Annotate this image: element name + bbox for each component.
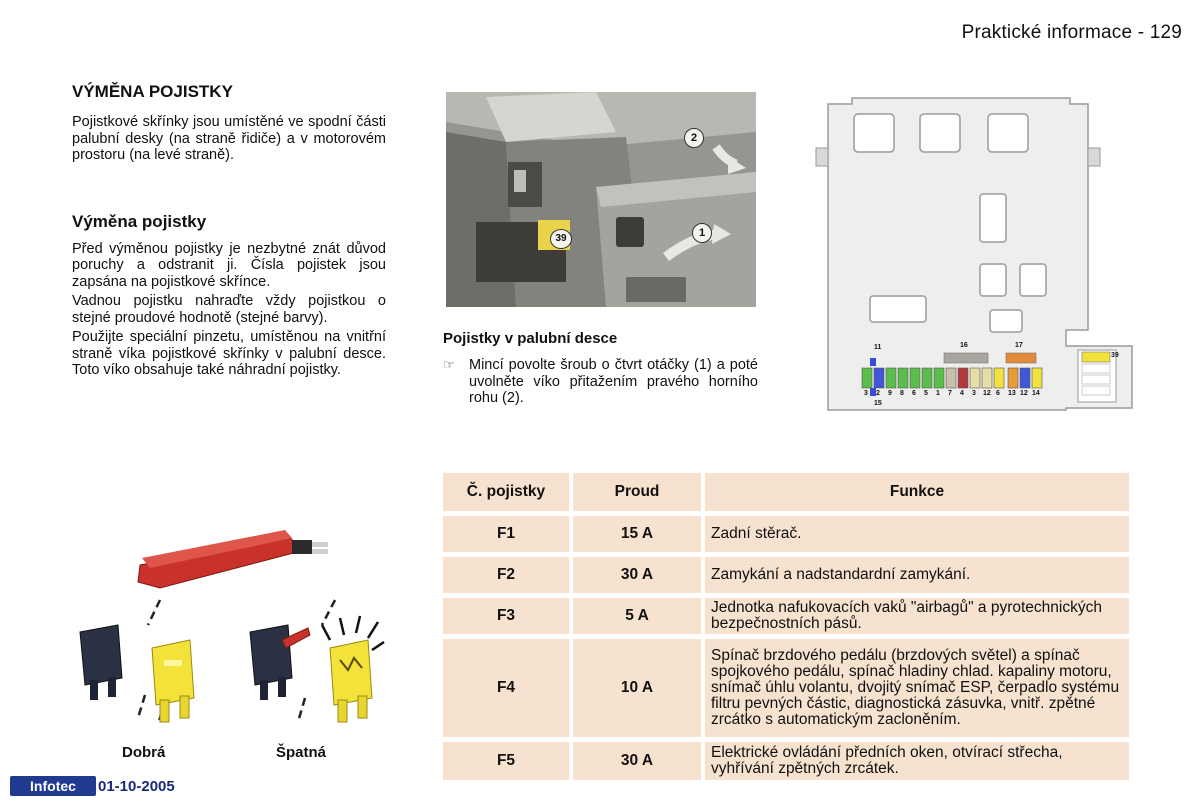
fuse-id: F4 [443, 639, 569, 737]
fuse-number: 4 [960, 390, 964, 397]
fuse-id: F3 [443, 598, 569, 634]
fuse-number: 6 [996, 390, 1000, 397]
callout-39: 39 [550, 229, 572, 249]
paragraph-1: Před výměnou pojistky je nezbytné znát důvod poruchy a odstranit ji. Čísla pojistek jsou zapsána na pojistkové skřínce. [72, 240, 386, 290]
fuse-number: 13 [1008, 390, 1016, 397]
fuse-number: 1 [936, 390, 940, 397]
fuse-number: 7 [948, 390, 952, 397]
table-row [443, 516, 1129, 552]
fuse-number: 6 [912, 390, 916, 397]
subsection-title: Výměna pojistky [72, 211, 207, 231]
instruction-text: Mincí povolte šroub o čtvrt otáčky (1) a poté uvolněte víko přitažením pravého horního rohu (2). [469, 357, 758, 406]
section-title: VÝMĚNA POJISTKY [72, 82, 233, 101]
fuse-current: 30 A [569, 557, 701, 593]
fuse-label-39: 39 [1111, 352, 1119, 359]
fuse-number: 8 [900, 390, 904, 397]
fuse-current: 30 A [569, 742, 701, 780]
paragraph-3: Použijte speciální pinzetu, umístěnou na vnitřní straně víka pojistkové skřínky v palubní desce. Toto víko obsahuje také náhradní pojistky. [72, 329, 386, 378]
fuse-number: 12 [1020, 390, 1028, 397]
fuse-good-icon [80, 625, 194, 722]
fuse-table [443, 468, 1129, 785]
fuse-number: 2 [876, 390, 880, 397]
fuse-function: Spínač brzdového pedálu (brzdových světel) a spínač spojkového pedálu, spínač hladiny chlad. kapaliny motoru, snímač úhlu volantu, dvojitý snímač ESP, čerpadlo systému filtru pevných částic, diagnostická zásuvka, vnitř. zpětné zrcátko s automatickým zacloněním. [701, 639, 1129, 737]
table-row [443, 742, 1129, 780]
tweezer-icon [138, 530, 328, 588]
table-row [443, 639, 1129, 737]
fuse-label-16: 16 [960, 342, 968, 349]
fuse-blown-icon [250, 616, 384, 722]
fuse-id: F5 [443, 742, 569, 780]
fuse-number: 5 [924, 390, 928, 397]
callout-2: 2 [684, 128, 704, 148]
fuse-number: 14 [1032, 390, 1040, 397]
dashboard-fuses-title: Pojistky v palubní desce [443, 330, 618, 347]
fuse-number: 3 [972, 390, 976, 397]
intro-paragraph: Pojistkové skřínky jsou umístěné ve spodní části palubní desky (na straně řidiče) a v motorovém prostoru (na levé straně). [72, 114, 386, 163]
fuse-number: 12 [983, 390, 991, 397]
fuse-function: Zadní stěrač. [701, 516, 1129, 552]
pointing-hand-icon: ☞ [443, 357, 455, 372]
instruction-item [443, 357, 758, 407]
fuse-number: 9 [888, 390, 892, 397]
footer-date: 01-10-2005 [98, 777, 175, 795]
caption-blown-fuse: Špatná [276, 744, 327, 761]
logo-text: Infotec [30, 778, 76, 794]
fuse-bottom-labels [862, 390, 1048, 399]
fuse-id: F1 [443, 516, 569, 552]
fuse-current: 15 A [569, 516, 701, 552]
table-row [443, 557, 1129, 593]
fuse-tweezer-illustration [60, 500, 400, 745]
fuse-label-17: 17 [1015, 342, 1023, 349]
footer [10, 776, 175, 796]
dashboard-fuses-section [443, 330, 758, 407]
header-fuse-number: Č. pojistky [443, 473, 569, 511]
fuse-function: Zamykání a nadstandardní zamykání. [701, 557, 1129, 593]
fuse-current: 10 A [569, 639, 701, 737]
header-function: Funkce [701, 473, 1129, 511]
callout-1: 1 [692, 223, 712, 243]
paragraph-2: Vadnou pojistku nahraďte vždy pojistkou o stejné proudové hodnotě (stejné barvy). [72, 293, 386, 326]
fuse-label-15: 15 [874, 400, 882, 407]
caption-good-fuse: Dobrá [122, 744, 166, 761]
left-column [72, 82, 386, 379]
page-header: Praktické informace - 129 [961, 22, 1182, 43]
fuse-function: Elektrické ovládání předních oken, otvírací střecha, vyhřívání zpětných zrcátek. [701, 742, 1129, 780]
fuse-function: Jednotka nafukovacích vaků "airbagů" a pyrotechnických bezpečnostních pásů. [701, 598, 1129, 634]
dashboard-photo [446, 92, 756, 307]
fuse-current: 5 A [569, 598, 701, 634]
fuse-label-11: 11 [874, 344, 882, 351]
header-current: Proud [569, 473, 701, 511]
infotec-logo [10, 776, 96, 796]
table-row [443, 598, 1129, 634]
fuse-number: 3 [864, 390, 868, 397]
fuse-box-diagram [808, 96, 1138, 418]
table-header-row [443, 473, 1129, 511]
fuse-id: F2 [443, 557, 569, 593]
